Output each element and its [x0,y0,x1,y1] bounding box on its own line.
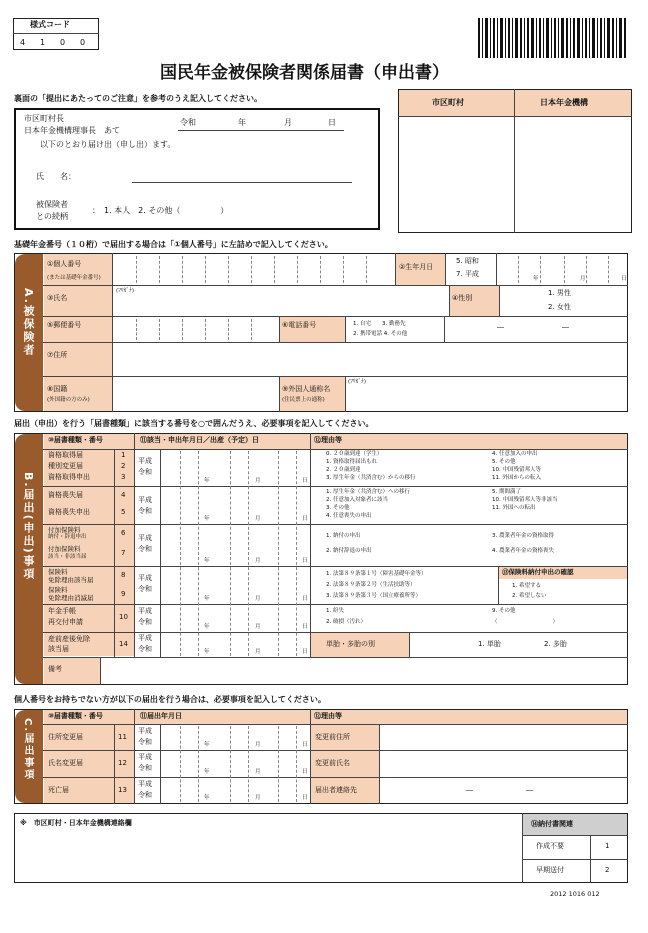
col11-header: ⑪該当・申出年月日／出産（予定）日 [140,436,259,444]
reason-text[interactable]: （ ） [492,619,559,625]
prev-name-field[interactable] [380,751,627,777]
type-techo: 年金手帳 [48,607,76,615]
individual-number-field[interactable] [113,254,395,285]
era-heisei[interactable]: 平成 [138,607,152,615]
form-code-label: 様式コード [30,20,70,29]
note-no-number: 個人番号をお持ちでない方が以下の届出を行う場合は、必要事項を記入してください。 [14,695,326,704]
era-reiwa[interactable]: 令和 [138,738,152,746]
era-heisei[interactable]: 平成 [138,457,152,465]
f9-furigana: (ﾌﾘｶﾞﾅ) [348,379,367,385]
type-shimei-henko: 氏名変更届 [48,759,83,767]
type-number[interactable]: 13 [118,786,127,794]
date-d: 日 [302,649,308,655]
f3-label: ③氏名 [47,294,68,302]
alias-field[interactable] [346,377,627,411]
date-y: 年 [204,478,210,484]
date-d: 日 [302,624,308,630]
f2-d: 日 [621,276,627,282]
c-col12-header: ⑫理由等 [314,712,342,720]
type-menjo-gaito: 免除理由該当届 [48,576,94,584]
addressee-line1: 市区町村長 [24,114,64,123]
type-saikofu: 再交付申請 [48,618,83,626]
era-heisei[interactable]: 平成 [138,753,152,761]
date-d: 日 [302,795,308,801]
type-shikaku-soushitsu-moushide: 資格喪失申出 [48,508,90,516]
office-jp-pension-label: 日本年金機構 [540,98,588,107]
f9-sub: (住民票上の通称) [282,397,325,403]
f2-m: 月 [580,276,586,282]
payment-option-1[interactable]: 1 [605,842,610,850]
f7-label: ⑦住所 [47,351,68,359]
reason-text[interactable]: 2. 法第８９条第２号（生活扶助等） [326,582,416,588]
prev-address-label: 変更前住所 [315,733,350,741]
date-d: 日 [302,516,308,522]
payment-early-label: 早期送付 [536,866,564,874]
nationality-field[interactable] [113,377,279,411]
type-number[interactable]: 4 [121,491,126,499]
era-heisei[interactable]: 平成 [138,727,152,735]
reason-text[interactable]: 3. 法第８９条第３号（国立療養所等） [326,593,421,599]
form-version-code: 2012 1016 012 [550,890,600,898]
type-number[interactable]: 6 [121,529,126,537]
phone-dash: ― [497,323,504,331]
f8-label: ⑧国籍 [47,385,68,393]
relation-label-2: との続柄 [36,212,68,221]
section-b-label: B.届出(申出)事項 [22,472,35,581]
reason-text[interactable]: 3. その他 [326,505,350,511]
reason-text[interactable]: 2. 任意加入対象者に該当 [326,497,388,503]
date-y: 年 [204,516,210,522]
type-fuka-nofu: 納付・辞退申出 [48,534,87,540]
note-basic-number: 基礎年金番号（１０桁）で届出する場合は「①個人番号」に左詰めで記入してください。 [14,240,333,249]
office-city-label: 市区町村 [432,98,464,107]
f1-sub: (または基礎年金番号) [47,275,101,281]
type-menjo-shometsu: 免除理由消滅届 [48,594,94,602]
type-fuka-hokenryo: 付加保険料 [48,545,81,553]
f2-era-heisei[interactable]: 7. 平成 [456,270,479,278]
phone-dash: ― [562,323,569,331]
type-jusho-henko: 住所変更届 [48,733,83,741]
multi-birth-label: 単胎・多胎の別 [326,640,375,648]
f2-y: 年 [533,276,539,282]
type-number[interactable]: 7 [121,549,126,557]
informant-contact-field[interactable] [380,778,627,803]
instruction-text: 裏面の「提出にあたってのご注意」を参考のうえ記入してください。 [14,94,262,103]
type-number[interactable]: 9 [121,590,126,598]
era-heisei[interactable]: 平成 [138,574,152,582]
multiple-birth[interactable]: 2. 多胎 [544,640,567,648]
date-month: 月 [284,118,292,127]
form-code-digit: 0 [60,38,66,47]
type-shikaku-soushitsu: 資格喪失届 [48,491,83,499]
type-number[interactable]: 10 [119,613,128,621]
era-reiwa[interactable]: 令和 [138,618,152,626]
contact-dash: ― [466,786,473,794]
payment-option-2[interactable]: 2 [605,866,610,874]
form-code-digit: 4 [20,38,26,47]
date-d: 日 [302,596,308,602]
barcode [478,18,628,58]
type-number[interactable]: 14 [119,640,128,648]
reason-text[interactable]: 1. 厚生年金（共済含む）への移行 [326,489,410,495]
date-m: 月 [255,624,261,630]
form-code-digit: 1 [40,38,46,47]
date-year: 年 [238,118,246,127]
addressee-line2: 日本年金機構理事長 あて [24,126,120,135]
date-m: 月 [255,478,261,484]
date-m: 月 [255,596,261,602]
type-sanzen-sango: 産前産後免除 [48,635,90,643]
date-d: 日 [302,478,308,484]
address-field[interactable] [113,343,627,376]
type-number[interactable]: 11 [118,733,127,741]
reason-text[interactable]: 1. 納付の申出 [326,533,361,539]
payment-no-need-label: 作成不要 [536,842,564,850]
date-d: 日 [302,769,308,775]
type-sanzen-gaito: 該当届 [48,645,69,653]
c-col11-header: ⑪届出年月日 [140,712,182,720]
type-shikaku-shutoku-moushide: 資格取得申出 [48,473,90,481]
date-era: 令和 [180,118,196,127]
confirm-nowish[interactable]: 2. 希望しない [512,593,547,599]
type-fuka-gaito: 該当・非該当届 [48,554,87,560]
f1-label: ①個人番号 [47,260,82,268]
relation-options[interactable]: ： 1. 本人 2. その他（ ） [92,206,229,215]
reason-text[interactable]: 11. 外国からの転入 [492,475,541,481]
remarks-label: 備考 [48,665,62,673]
reason-text[interactable]: 3. 農業者年金の資格取得 [492,533,554,539]
type-number[interactable]: 2 [121,462,126,470]
era-reiwa[interactable]: 令和 [138,764,152,772]
reason-text[interactable]: 9. その他 [492,608,516,614]
remarks-field[interactable] [101,658,627,684]
era-heisei[interactable]: 平成 [138,780,152,788]
sex-female[interactable]: 2. 女性 [548,303,571,311]
date-day: 日 [328,118,336,127]
informant-contact-label: 届出者連絡先 [315,786,357,794]
confirm-wish[interactable]: 1. 希望する [512,583,541,589]
date-m: 月 [255,742,261,748]
sex-male[interactable]: 1. 男性 [548,289,571,297]
reason-text[interactable]: 2. ２０歳到達 [326,467,361,473]
reason-text[interactable]: 2. 破損（汚れ） [326,619,366,625]
f3-furigana: (ﾌﾘｶﾞﾅ) [116,288,135,294]
name-field-a[interactable] [113,286,449,316]
type-number[interactable]: 8 [121,571,126,579]
era-reiwa[interactable]: 令和 [138,507,152,515]
reason-text[interactable]: 11. 外国への転出 [492,505,536,511]
phone-opt1[interactable]: 1. 自宅 3. 勤務先 [353,321,406,327]
f4-label: ④性別 [452,294,473,302]
name-label: 氏 名： [36,172,76,181]
c-col10-header: ⑩届書種類・番号 [48,712,103,720]
f2-label: ②生年月日 [399,263,434,271]
form-code-digit: 0 [80,38,86,47]
postal-code-field[interactable] [113,317,279,342]
single-birth[interactable]: 1. 単胎 [478,640,501,648]
era-heisei[interactable]: 平成 [138,496,152,504]
payment-title: ⑭納付書関連 [531,820,573,828]
type-number[interactable]: 12 [118,759,127,767]
reason-text[interactable]: 1. 法第８９条第１号（障害基礎年金等） [326,571,427,577]
f2-era-showa[interactable]: 5. 昭和 [456,257,479,265]
col12-header: ⑫理由等 [314,436,342,444]
date-m: 月 [255,795,261,801]
f9-label: ⑨外国人通称名 [282,385,331,393]
date-m: 月 [255,649,261,655]
reason-text[interactable]: 1. 資格取得届出もれ [326,459,377,465]
era-heisei[interactable]: 平成 [138,634,152,642]
contact-dash: ― [526,786,533,794]
era-heisei[interactable]: 平成 [138,534,152,542]
era-reiwa[interactable]: 令和 [138,545,152,553]
reason-text[interactable]: 5. その他 [492,459,516,465]
type-fuka-hokenryo: 付加保険料 [48,526,81,534]
date-y: 年 [204,795,210,801]
reason-text[interactable]: 2. 納付辞退の申出 [326,548,372,554]
name-field[interactable] [132,182,352,183]
relation-label-1: 被保険者 [36,200,68,209]
f8-sub: (外国籍の方のみ) [47,397,90,403]
type-shibo: 死亡届 [48,786,69,794]
type-number[interactable]: 1 [121,451,126,459]
date-y: 年 [204,624,210,630]
date-m: 月 [255,558,261,564]
date-y: 年 [204,742,210,748]
type-hokenryo: 保険料 [48,568,68,576]
prev-address-field[interactable] [380,725,627,750]
phone-number-field[interactable] [445,317,627,342]
date-d: 日 [302,558,308,564]
type-shubetsu-henko: 種別変更届 [48,462,83,470]
date-d: 日 [302,742,308,748]
reason-text[interactable]: 4. 農業者年金の資格喪失 [492,548,554,554]
section-c-label: C.届出事項 [22,718,33,782]
reason-text[interactable]: 0. ２０歳到達（学生） [326,451,383,457]
reason-text[interactable]: 5. 期間満了 [492,489,521,495]
era-reiwa[interactable]: 令和 [138,791,152,799]
date-y: 年 [204,769,210,775]
type-hokenryo: 保険料 [48,586,68,594]
page-title: 国民年金被保険者関係届書（申出書） [160,63,449,83]
date-y: 年 [204,558,210,564]
note-notification: 届出（申出）を行う「届書種類」に該当する番号を○で囲んだうえ、必要事項を記入してください。 [14,419,374,428]
type-number[interactable]: 5 [121,508,126,516]
era-reiwa[interactable]: 令和 [138,645,152,653]
reason-text[interactable]: 4. 任意喪失の申出 [326,513,372,519]
liaison-label: ※ 市区町村・日本年金機構連絡欄 [20,819,132,827]
date-y: 年 [204,649,210,655]
f5-label: ⑤郵便番号 [47,321,82,329]
col10-header: ⑩届書種類・番号 [48,436,103,444]
type-number[interactable]: 3 [121,473,126,481]
phone-opt2[interactable]: 2. 携帯電話 4. その他 [353,331,408,337]
date-m: 月 [255,769,261,775]
reason-text[interactable]: 10. 中国残留邦人等 [492,467,541,473]
reason-text[interactable]: 1. 紛失 [326,608,344,614]
reason-text[interactable]: 10. 中国残留邦人等非該当 [492,497,558,503]
section-a-label: A.被保険者 [22,288,35,357]
reason-text[interactable]: 4. 任意加入の申出 [492,451,538,457]
addressee-line3: 以下のとおり届け出（申し出）ます。 [40,140,176,149]
f6-label: ⑥電話番号 [282,321,317,329]
era-reiwa[interactable]: 令和 [138,585,152,593]
date-y: 年 [204,596,210,602]
reason-text[interactable]: 3. 厚生年金（共済含む）からの移行 [326,475,416,481]
date-m: 月 [255,516,261,522]
confirm-header: ⑬保険料納付申出の確認 [502,568,574,576]
prev-name-label: 変更前氏名 [315,759,350,767]
type-shikaku-shutoku: 資格取得届 [48,451,83,459]
era-reiwa[interactable]: 令和 [138,468,152,476]
